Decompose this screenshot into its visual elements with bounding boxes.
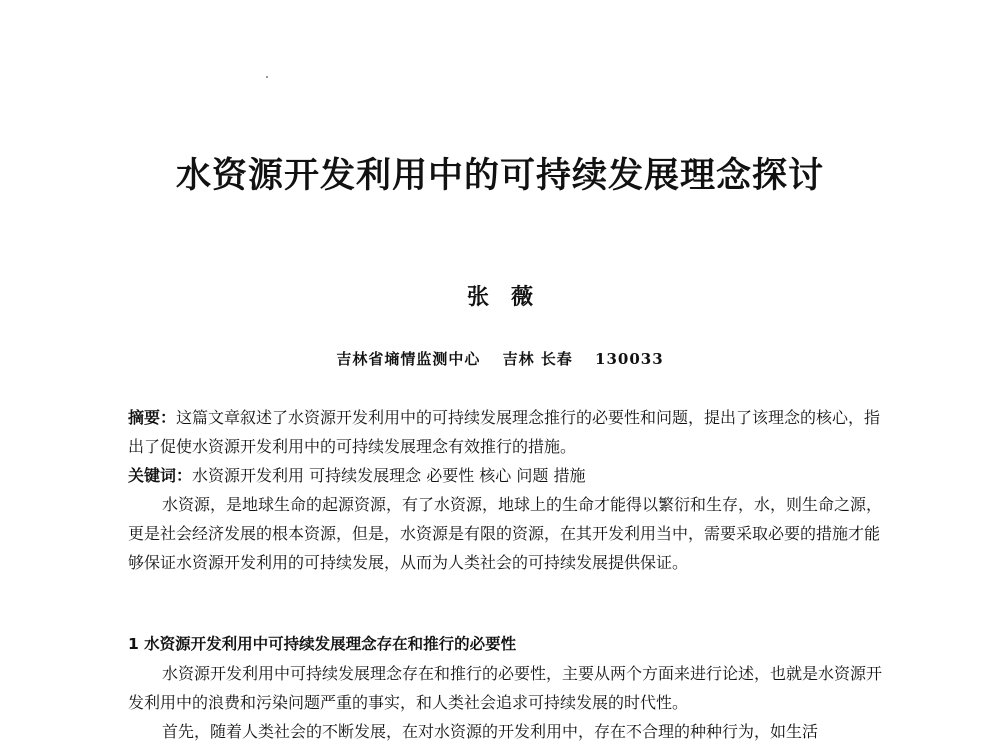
paper-title: 水资源开发利用中的可持续发展理念探讨	[175, 156, 824, 196]
affiliation-org: 吉林省墒情监测中心	[336, 350, 481, 368]
affiliation-city: 吉林 长春	[502, 350, 573, 368]
keywords-label: 关键词：	[128, 466, 193, 485]
abstract	[128, 403, 890, 461]
abstract-label: 摘要：	[128, 408, 177, 427]
keywords-text: 水资源开发利用 可持续发展理念 必要性 核心 问题 措施	[192, 466, 586, 485]
author-name: 张 薇	[466, 284, 533, 310]
intro-paragraph: 水资源，是地球生命的起源资源，有了水资源，地球上的生命才能得以繁衍和生存，水，则生命之源，更是社会经济发展的根本资源，但是，水资源是有限的资源，在其开发利用当中，需要采取必要的措施才能够保证水资源开发利用的可持续发展，从而为人类社会的可持续发展提供保证。	[128, 495, 883, 572]
scan-speck	[266, 76, 268, 78]
section-trailing-line: 首先，随着人类社会的不断发展，在对水资源的开发利用中，存在不合理的种种行为，如生活	[162, 722, 819, 741]
affiliation-postcode: 130033	[595, 350, 664, 368]
abstract-text: 这篇文章叙述了水资源开发利用中的可持续发展理念推行的必要性和问题，提出了该理念的核心，指出了促使水资源开发利用中的可持续发展理念有效推行的措施。	[128, 408, 881, 456]
keywords	[128, 461, 890, 490]
section-paragraph: 水资源开发利用中可持续发展理念存在和推行的必要性，主要从两个方面来进行论述，也就是水资源开发利用中的浪费和污染问题严重的事实，和人类社会追求可持续发展的时代性。	[128, 664, 883, 712]
section-heading: 1 水资源开发利用中可持续发展理念存在和推行的必要性	[128, 635, 517, 653]
affiliation	[0, 348, 1000, 369]
